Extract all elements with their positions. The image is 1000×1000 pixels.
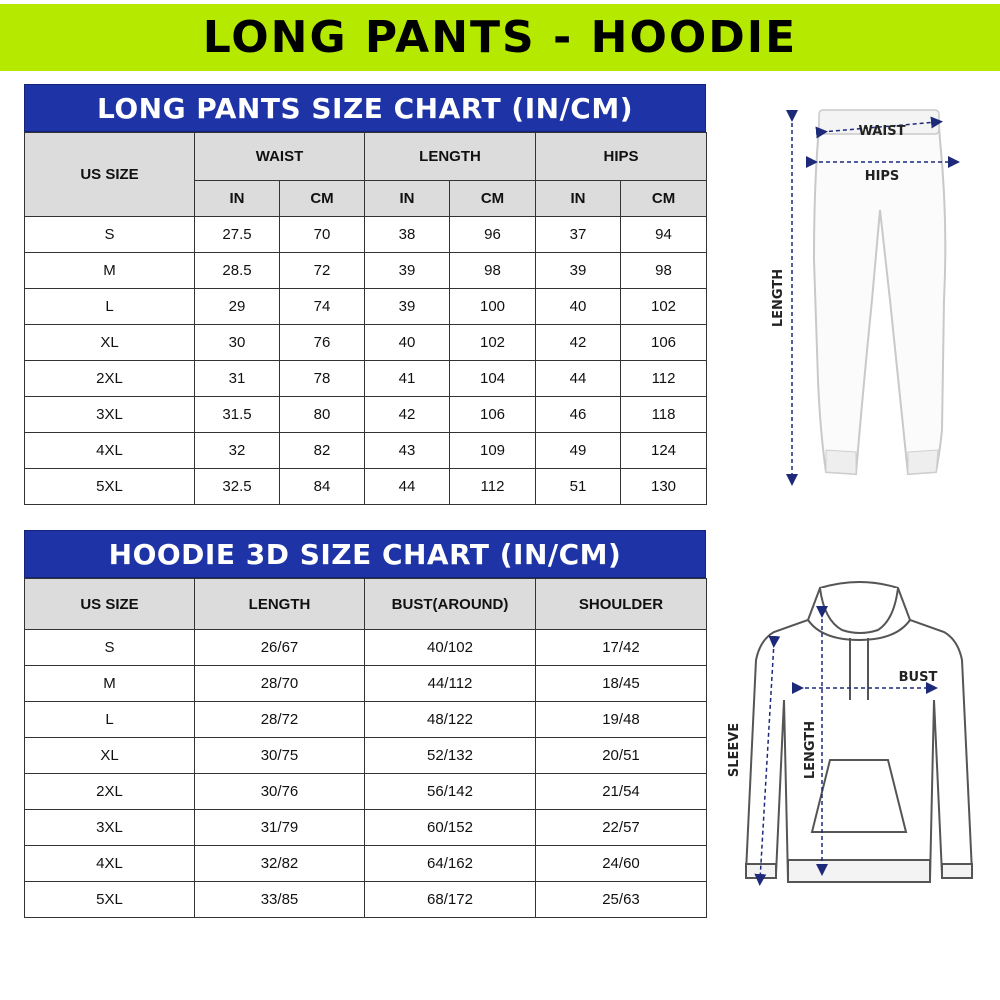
pants-unit: CM [621, 181, 707, 217]
pants-value-cell: 28.5 [195, 253, 280, 289]
pants-value-cell: 104 [450, 361, 536, 397]
hoodie-size-cell: L [25, 702, 195, 738]
pants-value-cell: 44 [365, 469, 450, 505]
hoodie-value-cell: 40/102 [365, 630, 536, 666]
pants-value-cell: 76 [280, 325, 365, 361]
pants-value-cell: 38 [365, 217, 450, 253]
pants-size-table [24, 132, 707, 505]
pants-value-cell: 37 [536, 217, 621, 253]
hoodie-header-length: LENGTH [195, 579, 365, 630]
pants-value-cell: 84 [280, 469, 365, 505]
hoodie-size-cell: S [25, 630, 195, 666]
hoodie-value-cell: 20/51 [536, 738, 707, 774]
hoodie-value-cell: 32/82 [195, 846, 365, 882]
hoodie-size-cell: XL [25, 738, 195, 774]
hoodie-row [25, 630, 707, 666]
bust-label: BUST [898, 670, 938, 685]
pants-row [25, 361, 707, 397]
hoodie-chart-title: HOODIE 3D SIZE CHART (IN/CM) [24, 530, 706, 578]
pants-value-cell: 109 [450, 433, 536, 469]
pants-group-length: LENGTH [365, 133, 536, 181]
hips-label: HIPS [864, 169, 900, 184]
hoodie-header-shoulder: SHOULDER [536, 579, 707, 630]
hoodie-value-cell: 22/57 [536, 810, 707, 846]
waist-label: WAIST [858, 124, 906, 139]
hoodie-value-cell: 68/172 [365, 882, 536, 918]
pants-value-cell: 49 [536, 433, 621, 469]
pants-value-cell: 27.5 [195, 217, 280, 253]
pants-value-cell: 32.5 [195, 469, 280, 505]
pants-value-cell: 42 [365, 397, 450, 433]
pants-unit: IN [536, 181, 621, 217]
pants-size-cell: L [25, 289, 195, 325]
hoodie-header-bust: BUST(AROUND) [365, 579, 536, 630]
pants-unit: IN [195, 181, 280, 217]
pants-value-cell: 112 [621, 361, 707, 397]
hoodie-row [25, 774, 707, 810]
pants-row [25, 253, 707, 289]
pants-value-cell: 42 [536, 325, 621, 361]
pants-value-cell: 98 [450, 253, 536, 289]
pants-value-cell: 106 [621, 325, 707, 361]
hoodie-value-cell: 28/70 [195, 666, 365, 702]
hoodie-value-cell: 26/67 [195, 630, 365, 666]
hoodie-value-cell: 30/75 [195, 738, 365, 774]
hoodie-value-cell: 60/152 [365, 810, 536, 846]
pants-value-cell: 44 [536, 361, 621, 397]
pants-size-cell: 4XL [25, 433, 195, 469]
pants-value-cell: 100 [450, 289, 536, 325]
pants-size-header: US SIZE [25, 133, 195, 217]
pants-value-cell: 78 [280, 361, 365, 397]
pants-row [25, 397, 707, 433]
pants-size-cell: XL [25, 325, 195, 361]
pants-value-cell: 98 [621, 253, 707, 289]
pants-unit: CM [450, 181, 536, 217]
hoodie-value-cell: 64/162 [365, 846, 536, 882]
hoodie-row [25, 882, 707, 918]
pants-size-cell: 5XL [25, 469, 195, 505]
pants-unit: IN [365, 181, 450, 217]
pants-value-cell: 82 [280, 433, 365, 469]
pants-value-cell: 118 [621, 397, 707, 433]
hoodie-table-body [25, 630, 707, 918]
hoodie-value-cell: 17/42 [536, 630, 707, 666]
hoodie-header-size: US SIZE [25, 579, 195, 630]
pants-value-cell: 130 [621, 469, 707, 505]
hoodie-illustration [722, 580, 992, 900]
hoodie-value-cell: 33/85 [195, 882, 365, 918]
pants-value-cell: 32 [195, 433, 280, 469]
pants-value-cell: 40 [536, 289, 621, 325]
hoodie-value-cell: 19/48 [536, 702, 707, 738]
pants-value-cell: 39 [365, 253, 450, 289]
pants-value-cell: 72 [280, 253, 365, 289]
pants-value-cell: 74 [280, 289, 365, 325]
pants-row [25, 325, 707, 361]
pants-value-cell: 80 [280, 397, 365, 433]
pants-value-cell: 29 [195, 289, 280, 325]
pants-value-cell: 43 [365, 433, 450, 469]
pants-size-cell: 2XL [25, 361, 195, 397]
hoodie-size-cell: 3XL [25, 810, 195, 846]
hoodie-size-cell: 5XL [25, 882, 195, 918]
pants-illustration [762, 100, 972, 495]
pants-value-cell: 96 [450, 217, 536, 253]
pants-value-cell: 40 [365, 325, 450, 361]
pants-row [25, 289, 707, 325]
hoodie-value-cell: 48/122 [365, 702, 536, 738]
pants-value-cell: 124 [621, 433, 707, 469]
hoodie-size-cell: 4XL [25, 846, 195, 882]
pants-size-chart [24, 84, 706, 505]
hoodie-value-cell: 44/112 [365, 666, 536, 702]
pants-value-cell: 46 [536, 397, 621, 433]
pants-value-cell: 51 [536, 469, 621, 505]
pants-value-cell: 112 [450, 469, 536, 505]
pants-row [25, 217, 707, 253]
pants-group-waist: WAIST [195, 133, 365, 181]
hoodie-shape [746, 582, 972, 882]
pants-value-cell: 31.5 [195, 397, 280, 433]
hoodie-value-cell: 25/63 [536, 882, 707, 918]
pants-value-cell: 41 [365, 361, 450, 397]
sleeve-label: SLEEVE [727, 722, 742, 778]
pants-shape [814, 110, 945, 474]
pants-row [25, 469, 707, 505]
pants-value-cell: 102 [450, 325, 536, 361]
hoodie-size-cell: 2XL [25, 774, 195, 810]
hoodie-row [25, 738, 707, 774]
pants-value-cell: 106 [450, 397, 536, 433]
pants-value-cell: 31 [195, 361, 280, 397]
hoodie-length-label: LENGTH [803, 720, 818, 780]
pants-value-cell: 39 [536, 253, 621, 289]
hoodie-value-cell: 30/76 [195, 774, 365, 810]
hoodie-value-cell: 31/79 [195, 810, 365, 846]
pants-size-cell: M [25, 253, 195, 289]
pants-length-label: LENGTH [771, 268, 786, 328]
hoodie-row [25, 810, 707, 846]
pants-value-cell: 94 [621, 217, 707, 253]
hoodie-value-cell: 18/45 [536, 666, 707, 702]
hoodie-size-cell: M [25, 666, 195, 702]
pants-unit: CM [280, 181, 365, 217]
hoodie-row [25, 666, 707, 702]
hoodie-value-cell: 24/60 [536, 846, 707, 882]
page-banner [0, 4, 1000, 71]
pants-size-cell: S [25, 217, 195, 253]
hoodie-value-cell: 52/132 [365, 738, 536, 774]
hoodie-value-cell: 21/54 [536, 774, 707, 810]
pants-row [25, 433, 707, 469]
pants-value-cell: 30 [195, 325, 280, 361]
pants-value-cell: 39 [365, 289, 450, 325]
hoodie-value-cell: 28/72 [195, 702, 365, 738]
hoodie-size-chart [24, 530, 706, 918]
hoodie-row [25, 702, 707, 738]
hoodie-size-table [24, 578, 707, 918]
pants-table-body [25, 217, 707, 505]
pants-size-cell: 3XL [25, 397, 195, 433]
hoodie-row [25, 846, 707, 882]
pants-value-cell: 102 [621, 289, 707, 325]
pants-group-hips: HIPS [536, 133, 707, 181]
banner-title: LONG PANTS - HOODIE [202, 12, 798, 63]
hoodie-value-cell: 56/142 [365, 774, 536, 810]
pants-value-cell: 70 [280, 217, 365, 253]
pants-chart-title: LONG PANTS SIZE CHART (IN/CM) [24, 84, 706, 132]
